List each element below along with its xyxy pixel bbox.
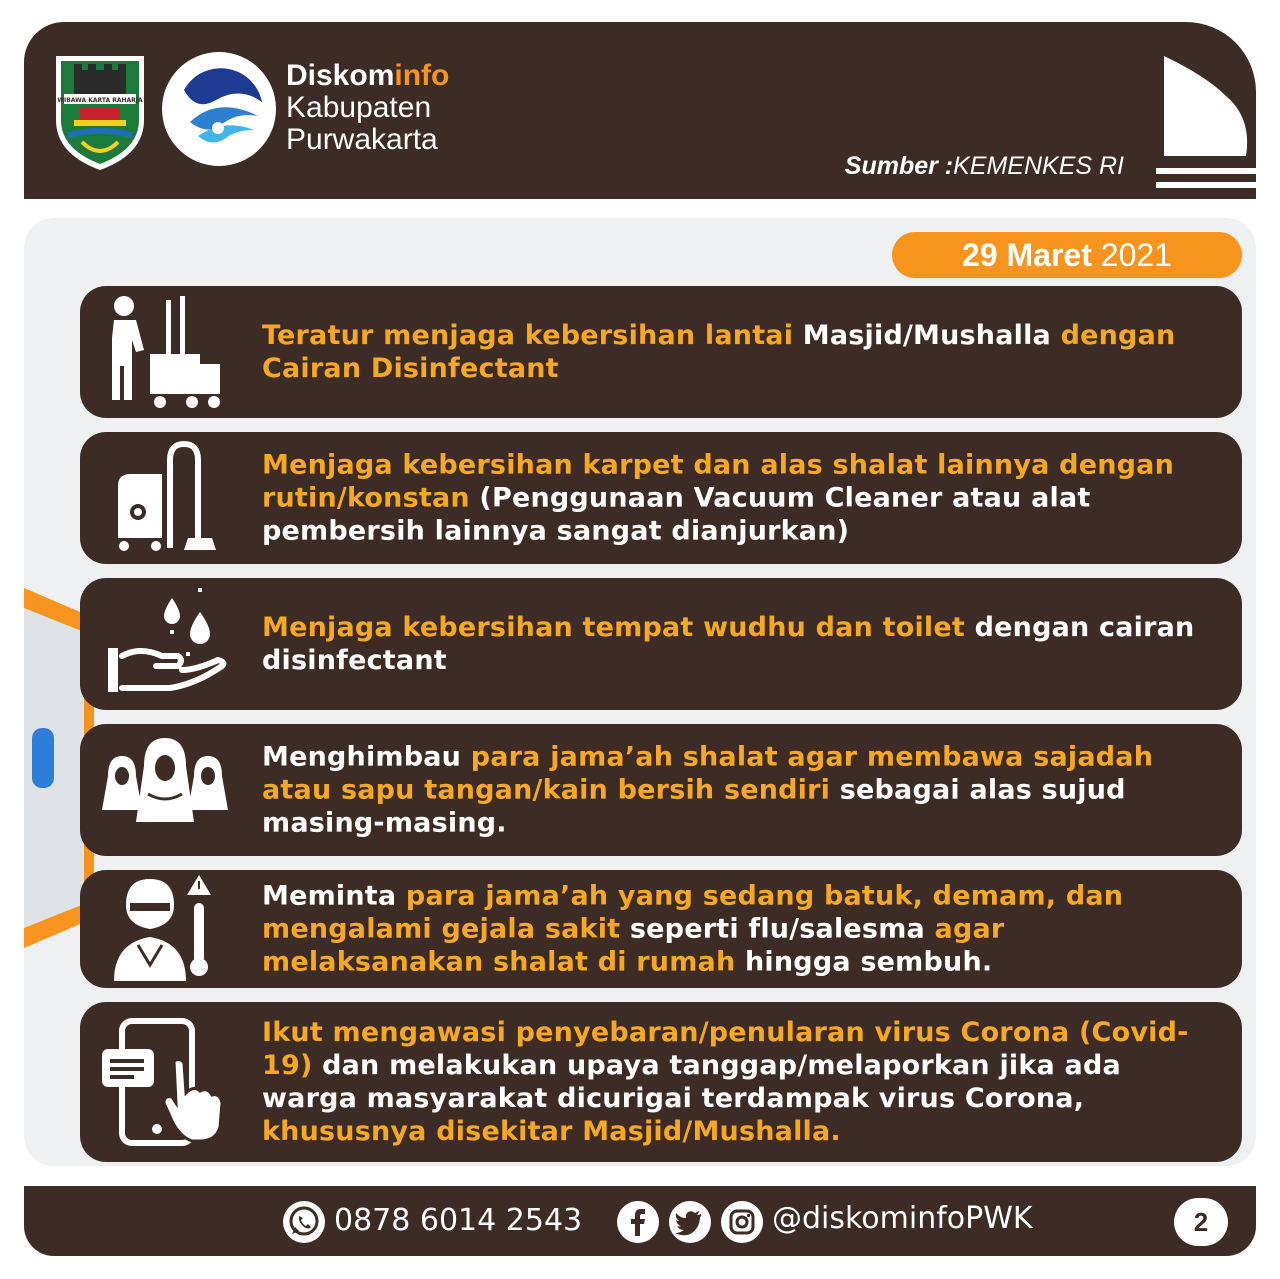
- card-text: [262, 319, 1218, 385]
- brand-part2: info: [394, 59, 450, 92]
- text-normal: dengan cairan disinfectant: [262, 612, 1195, 676]
- text-normal: sebagai alas sujud masing-masing.: [262, 774, 1126, 839]
- card-bring-prayer-mat: [80, 724, 1242, 856]
- phone-report-icon: [100, 1017, 230, 1147]
- sick-person-thermometer-icon: [100, 869, 230, 989]
- brand-part1: Diskom: [286, 59, 395, 92]
- card-text: [262, 880, 1218, 979]
- text-highlight: khususnya disekitar Masjid/Mushalla.: [262, 1116, 841, 1147]
- date-year: 2021: [1100, 237, 1172, 273]
- source-credit: [845, 152, 1124, 181]
- text-highlight: agar melaksanakan shalat di rumah: [262, 913, 1005, 978]
- text-normal: Masjid/Mushalla: [802, 320, 1051, 351]
- brand-name: [286, 60, 449, 156]
- cleaning-cart-icon: [100, 292, 230, 412]
- facebook-icon[interactable]: [616, 1200, 660, 1244]
- instagram-icon[interactable]: [720, 1200, 764, 1244]
- date-day-month: 29 Maret: [962, 237, 1092, 273]
- card-text: [262, 741, 1218, 840]
- text-normal: Meminta: [262, 880, 406, 912]
- group-worshippers-icon: [100, 730, 230, 850]
- footer-bar: [24, 1186, 1256, 1256]
- page-number-badge: 2: [1174, 1198, 1228, 1246]
- text-normal: hingga sembuh.: [735, 946, 993, 978]
- svg-text:WIBAWA KARTA RAHARJA: WIBAWA KARTA RAHARJA: [57, 97, 143, 104]
- social-handle: @diskominfoPWK: [772, 1201, 1033, 1236]
- text-highlight: Menjaga kebersihan tempat wudhu dan toilet: [262, 612, 966, 643]
- text-normal: seperti flu/salesma: [620, 913, 935, 945]
- card-carpet-cleaning: [80, 432, 1242, 564]
- date-badge: [892, 232, 1242, 278]
- text-normal: (Penggunaan Vacuum Cleaner atau alat pembersih lainnya sangat dianjurkan): [262, 482, 1091, 547]
- twitter-icon[interactable]: [668, 1200, 712, 1244]
- text-normal: dan melakukan upaya tanggap/melaporkan jika ada warga masyarakat dicurigai terdampak virus Corona,: [262, 1050, 1121, 1114]
- card-floor-cleaning: [80, 286, 1242, 418]
- card-text: [262, 1016, 1218, 1148]
- card-text: [262, 611, 1218, 677]
- card-monitor-report: [80, 1002, 1242, 1162]
- text-normal: Menghimbau: [262, 741, 471, 773]
- kominfo-logo-icon: [160, 50, 278, 168]
- text-highlight: dengan Cairan Disinfectant: [262, 320, 1176, 384]
- hand-drops-icon: [100, 584, 230, 704]
- card-text: [262, 449, 1218, 548]
- text-highlight: para jama’ah yang sedang batuk, demam, dan mengalami gejala sakit: [262, 880, 1124, 945]
- text-highlight: Teratur menjaga kebersihan lantai: [262, 320, 803, 351]
- card-sick-pray-home: [80, 870, 1242, 988]
- text-highlight: para jama’ah shalat agar membawa sajadah atau sapu tangan/kain bersih sendiri: [262, 741, 1154, 806]
- phone-number: 0878 6014 2543: [334, 1203, 583, 1238]
- header-banner: [24, 22, 1256, 199]
- source-label: Sumber :: [844, 152, 954, 180]
- purwakarta-emblem-icon: [52, 50, 148, 172]
- card-wudhu-cleaning: [80, 578, 1242, 710]
- whatsapp-icon[interactable]: [282, 1200, 326, 1244]
- text-highlight: Ikut mengawasi penyebaran/penularan virus Corona (Covid-19): [262, 1017, 1189, 1081]
- text-highlight: Menjaga kebersihan karpet dan alas shalat lainnya dengan rutin/konstan: [262, 449, 1174, 514]
- mosque-dome-icon: [1156, 46, 1256, 196]
- brand-line3: Purwakarta: [286, 123, 438, 156]
- vacuum-cleaner-icon: [100, 438, 230, 558]
- brand-line2: Kabupaten: [286, 91, 432, 124]
- source-value: KEMENKES RI: [953, 152, 1124, 180]
